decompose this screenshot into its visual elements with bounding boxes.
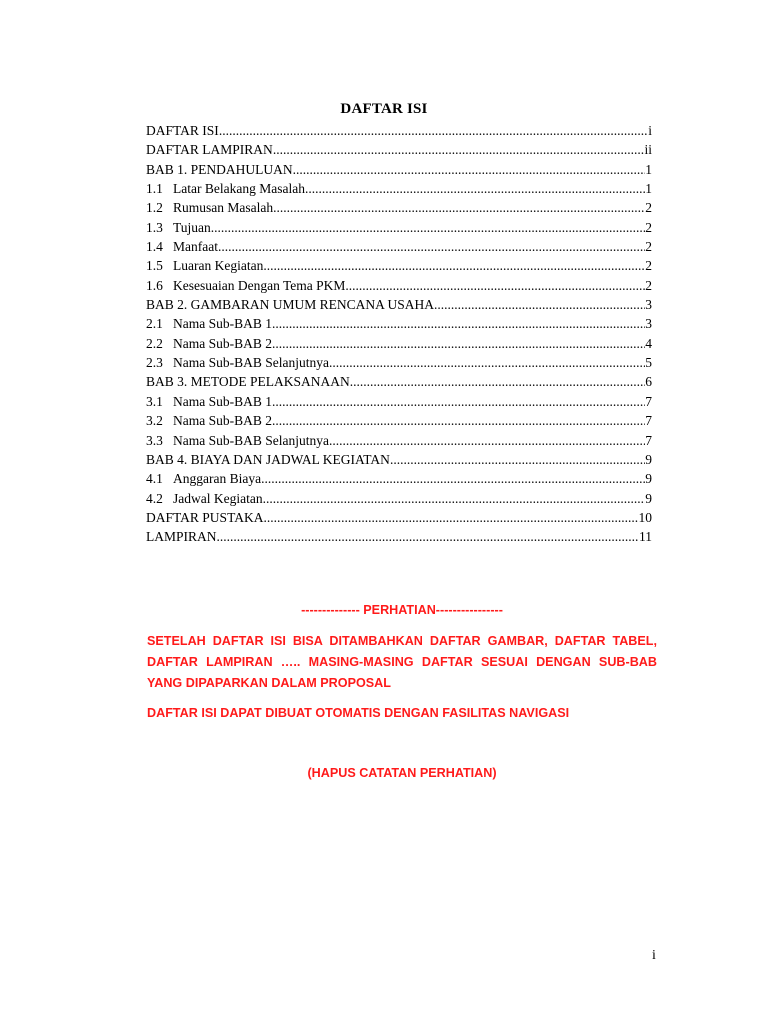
toc-entry: [146, 372, 652, 391]
toc-entry-text: BAB 1. PENDAHULUAN: [146, 161, 293, 177]
toc-entry-number: 3.1: [146, 393, 163, 409]
dot-leader: [263, 508, 638, 527]
toc-entry: [146, 237, 652, 256]
toc-entry-number: 3.3: [146, 432, 163, 448]
dot-leader: [272, 392, 645, 411]
toc-entry-page: 9: [645, 490, 652, 506]
dot-leader: [293, 160, 646, 179]
toc-entry: [146, 450, 652, 469]
dot-leader: [273, 198, 645, 217]
toc-entry-number: 1.6: [146, 277, 163, 293]
table-of-contents: [146, 121, 652, 547]
toc-entry: [146, 392, 652, 411]
toc-entry-text: BAB 3. METODE PELAKSANAAN: [146, 374, 350, 390]
toc-entry: [146, 314, 652, 333]
toc-entry: [146, 489, 652, 508]
toc-entry: [146, 121, 652, 140]
toc-entry: [146, 334, 652, 353]
dot-leader: [329, 431, 645, 450]
toc-entry-number: 1.5: [146, 258, 163, 274]
toc-entry-page: 5: [645, 355, 652, 371]
toc-entry-page: 2: [645, 200, 652, 216]
toc-entry-number: 4.2: [146, 490, 163, 506]
toc-entry-text: Nama Sub-BAB 2: [173, 413, 272, 429]
dot-leader: [272, 334, 645, 353]
toc-entry: [146, 353, 652, 372]
toc-entry-page: 7: [645, 393, 652, 409]
toc-entry-text: Tujuan: [173, 219, 211, 235]
toc-entry-page: i: [648, 123, 652, 138]
toc-entry: [146, 527, 652, 546]
dot-leader: [345, 276, 645, 295]
note-delete-instruction: (HAPUS CATATAN PERHATIAN): [307, 766, 497, 780]
toc-entry: [146, 140, 652, 159]
toc-entry-page: 1: [645, 161, 652, 177]
note-auto-toc: DAFTAR ISI DAPAT DIBUAT OTOMATIS DENGAN FASILITAS NAVIGASI: [147, 706, 570, 720]
toc-entry-text: Manfaat: [173, 239, 218, 255]
toc-entry-page: 2: [645, 277, 652, 293]
toc-entry: [146, 469, 652, 488]
toc-entry-text: BAB 2. GAMBARAN UMUM RENCANA USAHA: [146, 297, 435, 313]
dot-leader: [263, 489, 646, 508]
toc-entry-text: Jadwal Kegiatan: [173, 490, 263, 506]
toc-entry-page: 2: [645, 219, 652, 235]
dot-leader: [263, 256, 645, 275]
toc-entry-number: 1.1: [146, 181, 163, 197]
toc-entry-text: Nama Sub-BAB Selanjutnya: [173, 355, 329, 371]
dot-leader: [272, 314, 645, 333]
toc-entry-text: DAFTAR ISI: [146, 123, 219, 138]
toc-entry: [146, 411, 652, 430]
toc-entry: [146, 160, 652, 179]
toc-entry-page: 6: [645, 374, 652, 390]
toc-entry-page: 11: [639, 529, 652, 545]
toc-entry-text: Nama Sub-BAB 2: [173, 335, 272, 351]
toc-entry-page: 4: [645, 335, 652, 351]
dot-leader: [272, 411, 645, 430]
toc-entry-text: BAB 4. BIAYA DAN JADWAL KEGIATAN: [146, 451, 390, 467]
toc-entry: [146, 179, 652, 198]
dot-leader: [305, 179, 645, 198]
toc-entry-number: 3.2: [146, 413, 163, 429]
toc-entry-text: Nama Sub-BAB Selanjutnya: [173, 432, 329, 448]
note-heading: -------------- PERHATIAN----------------: [301, 603, 503, 617]
dot-leader: [219, 121, 648, 140]
dot-leader: [217, 527, 639, 546]
toc-entry-page: 9: [645, 451, 652, 467]
toc-entry: [146, 295, 652, 314]
toc-entry-text: Kesesuaian Dengan Tema PKM: [173, 277, 346, 293]
toc-entry-number: 1.2: [146, 200, 163, 216]
dot-leader: [211, 218, 645, 237]
toc-entry-number: 4.1: [146, 471, 163, 487]
toc-entry-page: 2: [645, 239, 652, 255]
toc-entry-page: 7: [645, 413, 652, 429]
toc-entry-text: Nama Sub-BAB 1: [173, 316, 272, 332]
dot-leader: [273, 140, 645, 159]
toc-entry-page: 2: [645, 258, 652, 274]
toc-entry-text: Anggaran Biaya: [173, 471, 262, 487]
toc-entry-text: Rumusan Masalah: [173, 200, 274, 216]
dot-leader: [350, 372, 645, 391]
toc-entry-number: 2.1: [146, 316, 163, 332]
page-title: DAFTAR ISI: [340, 101, 428, 117]
dot-leader: [434, 295, 645, 314]
toc-entry: [146, 431, 652, 450]
toc-entry-text: Latar Belakang Masalah: [173, 181, 305, 197]
dot-leader: [390, 450, 645, 469]
toc-entry-page: 3: [645, 316, 652, 332]
note-body: SETELAH DAFTAR ISI BISA DITAMBAHKAN DAFTAR GAMBAR, DAFTAR TABEL, DAFTAR LAMPIRAN ….. MASING-MASING DAFTAR SESUAI DENGAN SUB-BAB YANG DIPAPARKAN DALAM PROPOSAL: [147, 634, 657, 690]
toc-entry: [146, 256, 652, 275]
toc-entry-number: 2.3: [146, 355, 163, 371]
toc-entry-number: 1.4: [146, 239, 163, 255]
toc-entry-number: 1.3: [146, 219, 163, 235]
dot-leader: [261, 469, 645, 488]
toc-entry: [146, 198, 652, 217]
toc-entry-text: DAFTAR PUSTAKA: [146, 509, 264, 525]
toc-entry-page: 7: [645, 432, 652, 448]
page-number: i: [652, 948, 656, 963]
dot-leader: [218, 237, 645, 256]
toc-entry-text: Luaran Kegiatan: [173, 258, 264, 274]
toc-entry-page: 3: [645, 297, 652, 313]
toc-entry: [146, 218, 652, 237]
toc-entry: [146, 508, 652, 527]
toc-entry-page: 1: [645, 181, 652, 197]
toc-entry-page: 9: [645, 471, 652, 487]
toc-entry-text: DAFTAR LAMPIRAN: [146, 142, 273, 158]
toc-entry-page: 10: [638, 509, 652, 525]
toc-entry-text: Nama Sub-BAB 1: [173, 393, 272, 409]
toc-entry-number: 2.2: [146, 335, 163, 351]
toc-entry: [146, 276, 652, 295]
toc-entry-page: ii: [644, 142, 652, 158]
dot-leader: [329, 353, 645, 372]
toc-entry-text: LAMPIRAN: [146, 529, 217, 545]
